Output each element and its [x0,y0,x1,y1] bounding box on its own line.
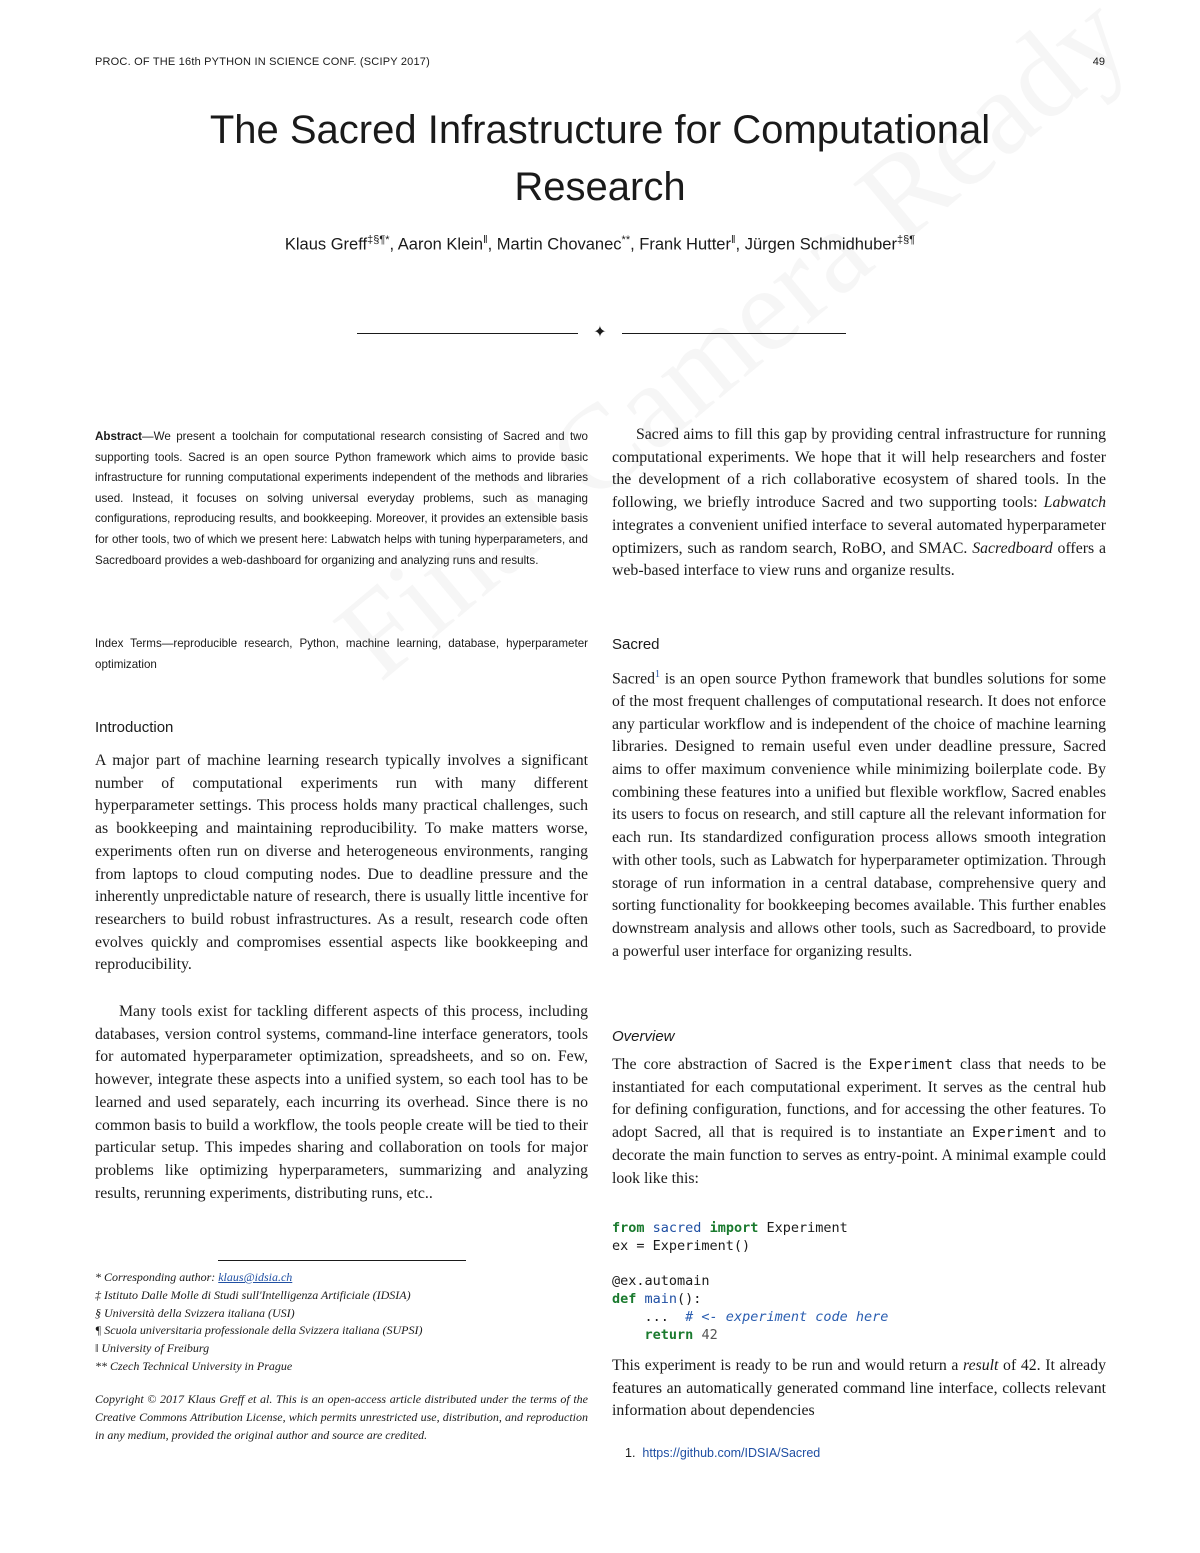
footnote-marker-link[interactable]: 1 [654,669,660,680]
code-punctuation: (): [677,1291,702,1308]
copyright-notice: Copyright © 2017 Klaus Greff et al. This is an open-access article distributed under the terms of the Creative Commons Attribution License, which permits unrestricted use, distribution, and reproduction in any medium, provided the original author and source are credited. [95,1392,588,1442]
code-decorator: @ex.automain [612,1273,710,1290]
section-heading-introduction: Introduction [95,719,174,736]
index-terms-text: —reproducible research, Python, machine learning, database, hyperparameter optimization [95,637,589,671]
text-run: and to decorate the main function to serves as entry-point. A minimal example could look like this: [612,1124,1106,1187]
code-keyword: return [644,1326,694,1343]
corresponding-email-link[interactable]: klaus@idsia.ch [218,1270,293,1284]
code-ellipsis: ... [644,1308,669,1325]
separator-diamond-icon: ✦ [593,324,607,341]
footnote-affiliation: ‡ Istituto Dalle Molle di Studi sull'Intelligenza Artificiale (IDSIA) [95,1287,411,1302]
text-run: Sacred [612,670,655,688]
affiliation-marks: ‡§¶* [367,234,390,246]
abstract-text: —We present a toolchain for computational research consisting of Sacred and two supporting tools. Sacred is an open source Python framework which aims to provide basic infrastructure for running computational experiments independent of the methods and libraries used. Instead, it focuses on solving universal everyday problems, such as managing configurations, reproducing results, and bookkeeping. Moreover, it provides an extensible basis for other tools, two of which we present here: Labwatch helps with tuning hyperparameters, and Sacredboard provides a web-dashboard for organizing and analyzing runs and results. [95,430,588,567]
code-name: Experiment [766,1220,848,1236]
separator-line-right [622,333,846,334]
inline-code: Experiment [972,1125,1057,1142]
paper-title [95,102,1105,216]
affiliation-marks: ‖ [730,234,736,246]
code-module: sacred [652,1220,702,1236]
affiliation-marks: ** [621,234,631,246]
introduction-paragraph-1 [95,750,588,977]
footnote-corresponding [95,1269,588,1287]
code-keyword: def [612,1291,637,1308]
footnote-label: * Corresponding author: [95,1270,219,1284]
footnote-affiliation: § Università della Svizzera italiana (USI) [95,1305,295,1320]
overview-paragraph [612,1054,1106,1190]
title-line-1: The Sacred Infrastructure for Computational [209,108,991,152]
text-run: This experiment is ready to be run and would return a [612,1357,964,1374]
github-link[interactable]: https://github.com/IDSIA/Sacred [642,1446,821,1460]
footnote-rule [218,1260,466,1261]
author-name: , Jürgen Schmidhuber [735,235,897,254]
paragraph [612,1054,1106,1190]
index-terms-label: Index Terms [95,637,162,650]
sacred-paragraph [612,664,1106,963]
tool-name-labwatch: Labwatch [1043,494,1106,512]
text-run: Sacred aims to fill this gap by providing central infrastructure for running computational experiments. We hope that it will help researchers and foster the development of a rich collaborative ecosystem of shared tools. In the following, we briefly introduce Sacred and two supporting tools: [612,426,1106,512]
intro-continuation [612,424,1106,583]
subsection-heading-overview: Overview [612,1028,675,1045]
text-run: class that needs to be instantiated for each computational experiment. It serves as the central hub for defining configuration, functions, and for accessing the other features. To adopt Sacred, all that is required is to instantiate an [612,1056,1106,1142]
index-terms [95,634,588,675]
footnote-affiliation: ** Czech Technical University in Prague [95,1358,293,1373]
code-line: ex = Experiment() [612,1237,751,1254]
affiliation-marks: ‖ [483,234,488,246]
text-run: is an open source Python framework that bundles solutions for some of the most frequent challenges of computational research. It does not enforce any particular workflow and is independent of the choice of machine learning libraries. Designed to remain useful even under deadline pressure, Sacred aims to offer maximum convenience while minimizing boilerplate code. By combining these features into a unified but flexible workflow, Sacred enables its users to focus on research, and still capture all the relevant information for each run. Its standardized configuration process allows smooth integration with other tools, such as Labwatch for hyperparameter optimization. Through storage of run information in a central database, comprehensive query and sorting functionality for bookkeeping becomes available. This further enables downstream analysis and allows other tools, such as Sacredboard, to provide a powerful user interface for organizing results. [612,670,1106,960]
inline-code: Experiment [868,1057,953,1073]
paragraph [612,424,1106,583]
author-name: , Frank Hutter [630,235,731,254]
paragraph: Many tools exist for tackling different aspects of this process, including databases, version control systems, command-line interface generators, tools for automated hyperparameter optimization, spreadsheets, and so on. Few, however, integrate these aspects into a unified system, so each tool has to be learned and used separately, each incurring its overhead. Since there is no common basis to build a workflow, the tools people create will be tied to their particular setup. This impedes sharing and collaboration on tools for major problems like optimizing hyperparameters, summarizing and analyzing results, rerunning experiments, distributing runs, etc.. [95,1003,588,1202]
text-run: The core abstraction of Sacred is the [612,1056,869,1073]
footnote-number: 1. [625,1446,636,1460]
title-line-2: Research [514,165,686,209]
separator-line-left [357,333,578,334]
page-number: 49 [1092,56,1105,68]
introduction-paragraph-2 [95,1001,588,1205]
author-name: , Aaron Klein [389,235,484,254]
code-keyword: import [709,1220,759,1236]
emphasis-result: result [963,1357,999,1374]
footnote-affiliation: ‖ University of Freiburg [95,1341,210,1356]
code-keyword: from [612,1220,645,1236]
footnote-affiliation: ¶ Scuola universitaria professionale della Svizzera italiana (SUPSI) [95,1323,423,1338]
affiliation-footnotes [95,1269,588,1376]
text-run: of 42. It already features an automatically generated command line interface, collects relevant information about dependencies [612,1357,1106,1420]
section-heading-sacred: Sacred [612,636,660,653]
tool-name-sacredboard: Sacredboard [972,539,1053,557]
paragraph: A major part of machine learning research typically involves a significant number of computational experiments run with many different hyperparameter settings. This process holds many practical challenges, such as bookkeeping and maintaining reproducibility. To make matters worse, experiments often run on diverse and heterogeneous environments, ranging from laptops to cloud computing nodes. Due to deadline pressure and the inherently unpredictable nature of research, there is usually little incentive for researchers to build robust infrastructures. As a result, research code often evolves quickly and compromises essential aspects like bookkeeping and reproducibility. [95,752,588,974]
author-name: , Martin Chovanec [487,235,622,254]
running-header: PROC. OF THE 16th PYTHON IN SCIENCE CONF. (SCIPY 2017) [95,56,430,68]
code-example [612,1220,888,1345]
affiliation-marks: ‡§¶ [896,234,916,246]
code-function-name: main [644,1291,678,1308]
paragraph [612,664,1106,963]
author-name: Klaus Greff [284,235,368,254]
code-comment: # <- experiment code here [685,1308,889,1325]
abstract-label: Abstract [95,430,143,443]
author-list [95,234,1105,255]
url-footnote [625,1446,820,1460]
after-code-paragraph [612,1355,1106,1423]
text-run: offers a web-based interface to view runs and organize results. [612,539,1107,580]
paragraph [612,1355,1106,1423]
abstract [95,427,588,571]
code-number: 42 [701,1326,718,1343]
text-run: integrates a convenient unified interface to several automated hyperparameter optimizers, such as random search, RoBO, and SMAC. [612,516,1106,557]
